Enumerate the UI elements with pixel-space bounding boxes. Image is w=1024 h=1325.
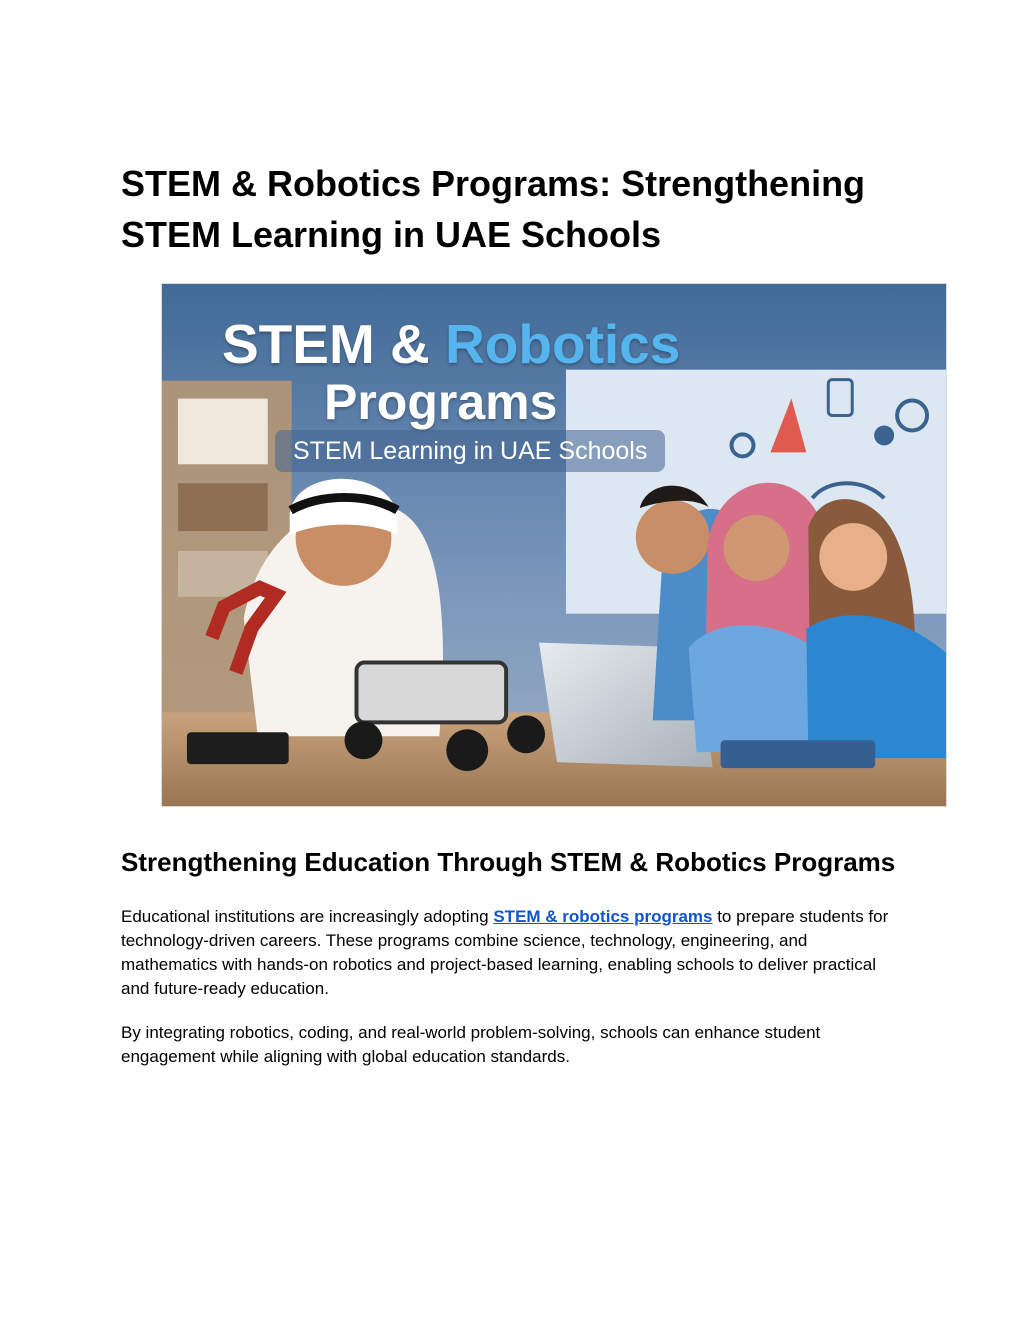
hero-title-white: STEM & xyxy=(222,313,446,375)
paragraph-one-before-link: Educational institutions are increasingly adopting xyxy=(121,907,494,926)
paragraph-one xyxy=(121,905,907,1001)
hero-image xyxy=(161,283,947,807)
document-title: STEM & Robotics Programs: Strengthening STEM Learning in UAE Schools xyxy=(121,163,866,255)
hero-title-accent: Robotics xyxy=(445,313,681,375)
stem-robotics-programs-link[interactable]: STEM & robotics programs xyxy=(493,907,713,926)
paragraph-two: By integrating robotics, coding, and real-world problem-solving, schools can enhance student engagement while aligning with global education standards. xyxy=(121,1023,821,1066)
section-heading: Strengthening Education Through STEM & Robotics Programs xyxy=(121,847,896,877)
hero-title-line-two: Programs xyxy=(324,374,558,430)
hero-title xyxy=(222,312,680,376)
paragraph-one-after-link: to prepare students for technology-driven careers. These programs combine science, technology, engineering, and mathematics with hands-on robotics and project-based learning, enabling schools to deliver practical and future-ready education. xyxy=(121,907,889,998)
document-page xyxy=(121,158,907,1069)
hero-subtitle: STEM Learning in UAE Schools xyxy=(275,430,665,472)
hero-overlay-text xyxy=(162,284,946,806)
